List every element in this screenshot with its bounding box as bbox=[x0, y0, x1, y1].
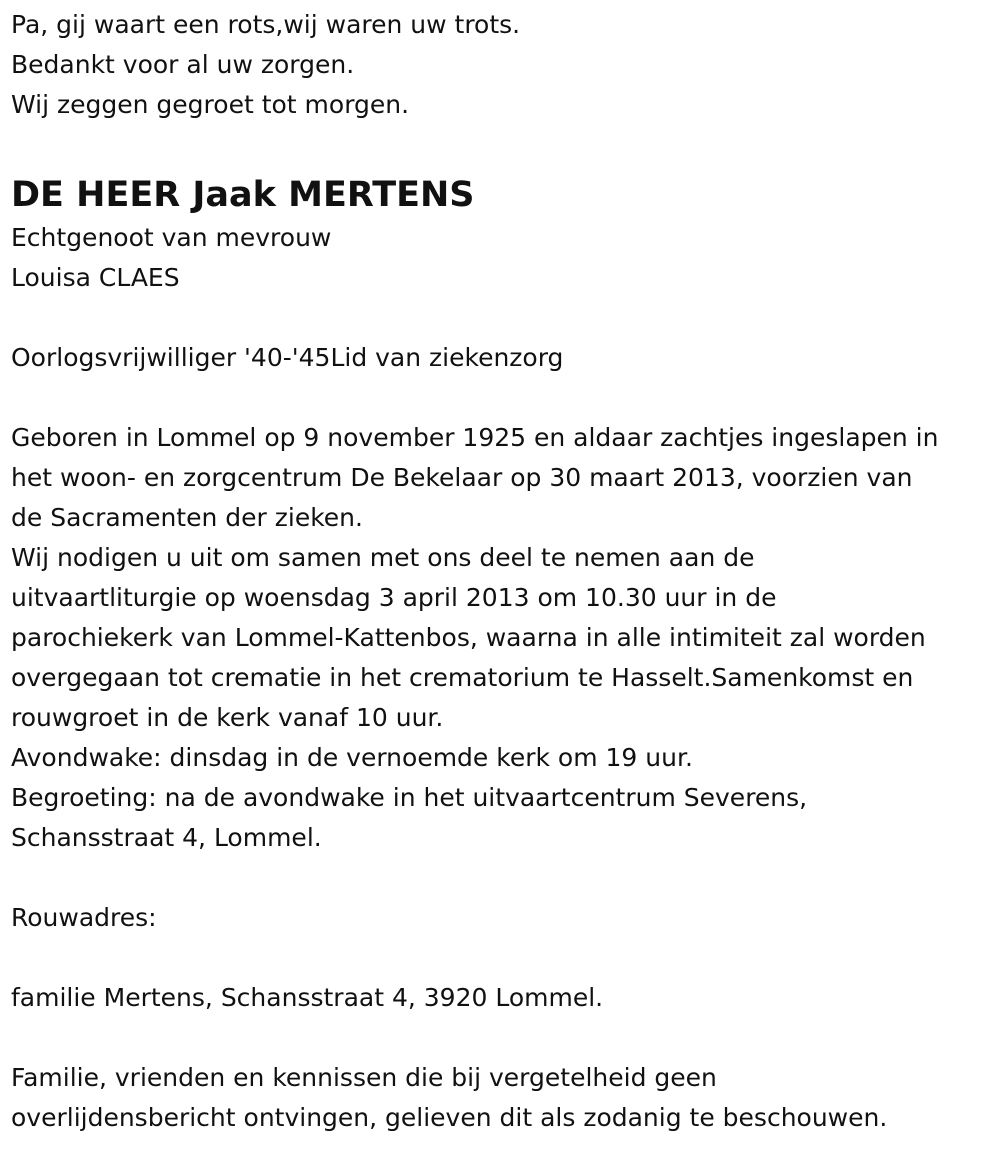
spacer bbox=[11, 298, 996, 338]
closing-line: Familie, vrienden en kennissen die bij vergetelheid geen bbox=[11, 1063, 717, 1092]
body-line: Avondwake: dinsdag in de vernoemde kerk om 19 uur. bbox=[11, 743, 693, 772]
body-line: Schansstraat 4, Lommel. bbox=[11, 823, 322, 852]
body-line: het woon- en zorgcentrum De Bekelaar op 30 maart 2013, voorzien van bbox=[11, 463, 913, 492]
body-line: de Sacramenten der zieken. bbox=[11, 503, 363, 532]
poem-line: Wij zeggen gegroet tot morgen. bbox=[11, 90, 410, 119]
deceased-name-title: DE HEER Jaak MERTENS bbox=[11, 175, 475, 215]
address-label: Rouwadres: bbox=[11, 903, 157, 932]
address-line: familie Mertens, Schansstraat 4, 3920 Lommel. bbox=[11, 983, 604, 1012]
spouse-name: Louisa CLAES bbox=[11, 263, 180, 292]
spouse-info bbox=[11, 218, 996, 298]
closing-note bbox=[11, 1058, 996, 1138]
roles-line: Oorlogsvrijwilliger '40-'45Lid van ziekenzorg bbox=[11, 343, 564, 372]
spacer bbox=[11, 938, 996, 978]
spouse-line: Echtgenoot van mevrouw bbox=[11, 223, 332, 252]
obituary-document bbox=[11, 5, 996, 1138]
body-line: parochiekerk van Lommel-Kattenbos, waarna in alle intimiteit zal worden bbox=[11, 623, 926, 652]
body-line: rouwgroet in de kerk vanaf 10 uur. bbox=[11, 703, 444, 732]
poem-line: Bedankt voor al uw zorgen. bbox=[11, 50, 355, 79]
spacer bbox=[11, 1018, 996, 1058]
spacer bbox=[11, 858, 996, 898]
spacer bbox=[11, 378, 996, 418]
body-line: Geboren in Lommel op 9 november 1925 en aldaar zachtjes ingeslapen in bbox=[11, 423, 939, 452]
body-line: Wij nodigen u uit om samen met ons deel te nemen aan de bbox=[11, 543, 755, 572]
body-line: overgegaan tot crematie in het crematorium te Hasselt.Samenkomst en bbox=[11, 663, 914, 692]
body-line: uitvaartliturgie op woensdag 3 april 2013 om 10.30 uur in de bbox=[11, 583, 777, 612]
poem-line: Pa, gij waart een rots,wij waren uw trots. bbox=[11, 10, 521, 39]
body-line: Begroeting: na de avondwake in het uitvaartcentrum Severens, bbox=[11, 783, 808, 812]
closing-line: overlijdensbericht ontvingen, gelieven dit als zodanig te beschouwen. bbox=[11, 1103, 888, 1132]
poem bbox=[11, 5, 996, 125]
obituary-body bbox=[11, 418, 996, 858]
